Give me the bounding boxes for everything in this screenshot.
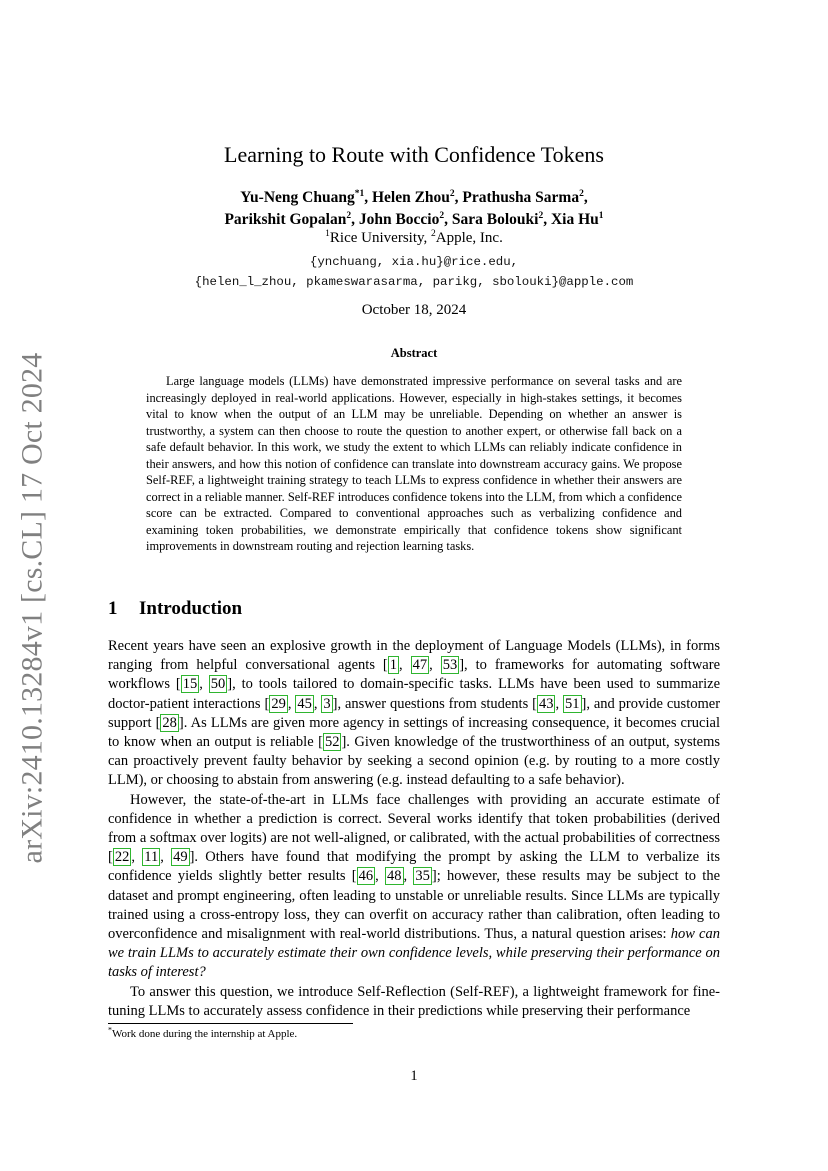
abstract-text: Large language models (LLMs) have demonstrated impressive performance on several tasks and are increasingly deployed in real-world applications. However, especially in high-stakes settings, it becomes vital to know when the output of an LLM may be unreliable. Depending on whether an answer is trustworthy, a system can then choose to route the question to another expert, or otherwise fall back on a safe default behavior. In this work, we study the extent to which LLMs can reliably indicate confidence in their answers, and how this notion of confidence can translate into downstream accuracy gains. We propose Self-REF, a lightweight training strategy to teach LLMs to express confidence in whether their answers are correct in a reliable manner. Self-REF introduces confidence tokens into the LLM, from which a confidence score can be extracted. Compared to conventional approaches such as verbalizing confidence and examining token probabilities, we demonstrate empirically that confidence tokens show significant improvements in downstream routing and rejection learning tasks. xyxy=(146,374,682,553)
author-name: Parikshit Gopalan xyxy=(224,211,347,228)
citation-link[interactable]: 35 xyxy=(415,868,430,885)
affil-rice: Rice University, xyxy=(329,230,432,246)
author-affil-mark: 2 xyxy=(538,210,544,221)
citation-link[interactable]: 51 xyxy=(565,695,580,712)
citation-link[interactable]: 45 xyxy=(297,695,312,712)
citation-link[interactable]: 47 xyxy=(412,657,428,674)
citation-group: 1 , 47 , 53 xyxy=(389,657,458,674)
citation-link[interactable]: 52 xyxy=(324,734,340,751)
citation-link[interactable]: 15 xyxy=(182,676,198,693)
section-number: 1 xyxy=(108,598,118,619)
text-run: ]. Others have found that modifying the prompt by asking the LLM to verbalize its confidence yields slightly better results [ xyxy=(108,849,721,885)
email-line-apple: {helen_l_zhou, pkameswarasarma, parikg, sbolouki}@apple.com xyxy=(194,275,634,289)
author-name: Prathusha Sarma xyxy=(462,189,580,206)
citation-group: 43 , 51 xyxy=(538,695,580,712)
author-affil-mark: 2 xyxy=(449,188,455,199)
section-title: Introduction xyxy=(139,598,243,619)
citation-link[interactable]: 43 xyxy=(538,695,554,712)
email-line-rice: {ynchuang, xia.hu}@rice.edu, xyxy=(309,255,519,269)
arxiv-sidebar xyxy=(14,352,50,864)
author-line-1: Yu-Neng Chuang$^{*1}$, Helen Zhou$^2$, Prathusha Sarma$^2$, xyxy=(240,188,588,206)
citation-group xyxy=(160,714,179,732)
affil-mark: 1 xyxy=(325,229,330,239)
text-run: ]; however, these results may be subject to the dataset and prompt engineering, often leading to unstable or unreliable results. Since LLMs are typically trained using a cross-entropy loss, they can overfit on accuracy rather than calibration, often leading to overconfidence and misalignment with real-world distributions. Thus, a natural question arises: xyxy=(108,868,721,943)
affil-apple: Apple, Inc. xyxy=(435,230,503,246)
intro-paragraph-2 xyxy=(108,791,720,983)
text-run: Recent years have seen an explosive growth in the deployment of Language Models (LLMs), in forms ranging from helpful conversational agents [ xyxy=(108,638,720,674)
citation-link[interactable]: 50 xyxy=(210,676,226,693)
citation-link[interactable]: 46 xyxy=(358,868,374,885)
citation-link[interactable]: 11 xyxy=(144,849,159,866)
author-affil-mark: 1 xyxy=(598,210,604,221)
citation-group: 46 , 48 , 35 xyxy=(358,868,430,885)
author-affil-mark: *1 xyxy=(354,188,365,199)
author-affil-mark: 2 xyxy=(439,210,445,221)
citation-group xyxy=(323,733,342,751)
text-run: ], to frameworks for automating software workflows [ xyxy=(108,657,721,693)
author-line-2: Parikshit Gopalan$^2$, John Boccio$^2$, Sara Bolouki$^2$, Xia Hu$^1$ xyxy=(224,210,604,228)
author-affil-mark: 2 xyxy=(579,188,584,199)
author-name: Helen Zhou xyxy=(371,189,450,206)
introduction-body xyxy=(108,637,720,1021)
text-run: ]. As LLMs are given more agency in settings of increasing consequence, it becomes crucial to know when an output is reliable [ xyxy=(108,714,720,751)
paper-date: October 18, 2024 xyxy=(361,302,467,318)
footnote-rule xyxy=(108,1023,353,1024)
research-question: how can we train LLMs to accurately estimate their own confidence levels, while preserving their performance on tasks of interest? xyxy=(108,926,720,981)
abstract-heading: Abstract xyxy=(390,346,438,360)
citation-link[interactable]: 28 xyxy=(162,714,177,731)
text-run: However, the state-of-the-art in LLMs face challenges with providing an accurate estimate of confidence in whether a prediction is correct. Several works identify that token probabilities (derived from a softmax over logits) are not well-aligned, or calibrated, with the actual probabilities of correctness [ xyxy=(108,791,720,866)
text-run: ], and provide customer support [ xyxy=(108,695,721,731)
citation-link[interactable]: 22 xyxy=(114,849,130,866)
paper-title: Learning to Route with Confidence Tokens xyxy=(224,142,604,167)
intro-paragraph-1 xyxy=(108,637,720,791)
footnote xyxy=(108,1025,298,1040)
citation-link[interactable]: 3 xyxy=(323,695,331,712)
citation-group: 22 , 11 , 49 xyxy=(114,849,188,866)
text-run: ]. Given knowledge of the trustworthiness of an output, systems can proactively prevent faulty behavior by seeking a second opinion (e.g. by routing to a more costly LLM), or choosing to abstain from answering (e.g. instead defaulting to a safe behavior). xyxy=(108,734,721,789)
footnote-text: Work done during the internship at Apple. xyxy=(112,1028,298,1040)
affil-mark: 2 xyxy=(431,229,436,239)
intro-paragraph-3: To answer this question, we introduce Self-Reflection (Self-REF), a lightweight framework for fine-tuning LLMs to accurately assess confidence in their predictions while preserving their performance xyxy=(108,983,720,1019)
author-emails xyxy=(108,252,720,292)
section-heading xyxy=(108,598,242,620)
citation-group: 29 , 45 , 3 xyxy=(271,695,331,712)
affiliations xyxy=(108,230,720,247)
citation-link[interactable]: 49 xyxy=(173,849,188,866)
author-affil-mark: 2 xyxy=(346,210,352,221)
citation-link[interactable]: 29 xyxy=(271,695,286,712)
citation-group: 15 , 50 xyxy=(182,676,226,693)
citation-link[interactable]: 1 xyxy=(389,657,397,674)
page-number: 1 xyxy=(410,1068,418,1084)
footnote-mark: * xyxy=(108,1025,112,1035)
text-run: ], to tools tailored to domain-specific tasks. LLMs have been used to summarize doctor-patient interactions [ xyxy=(108,676,721,712)
arxiv-identifier: arXiv:2410.13284v1 [cs.CL] 17 Oct 2024 xyxy=(15,352,48,864)
author-name: John Boccio xyxy=(358,211,440,228)
text-run: ], answer questions from students [ xyxy=(332,695,537,712)
author-name: Sara Bolouki xyxy=(451,211,539,228)
author-name: Yu-Neng Chuang xyxy=(240,189,355,206)
author-list xyxy=(108,187,720,231)
citation-link[interactable]: 48 xyxy=(387,868,402,885)
author-name: Xia Hu xyxy=(550,211,599,228)
citation-link[interactable]: 53 xyxy=(442,657,458,674)
